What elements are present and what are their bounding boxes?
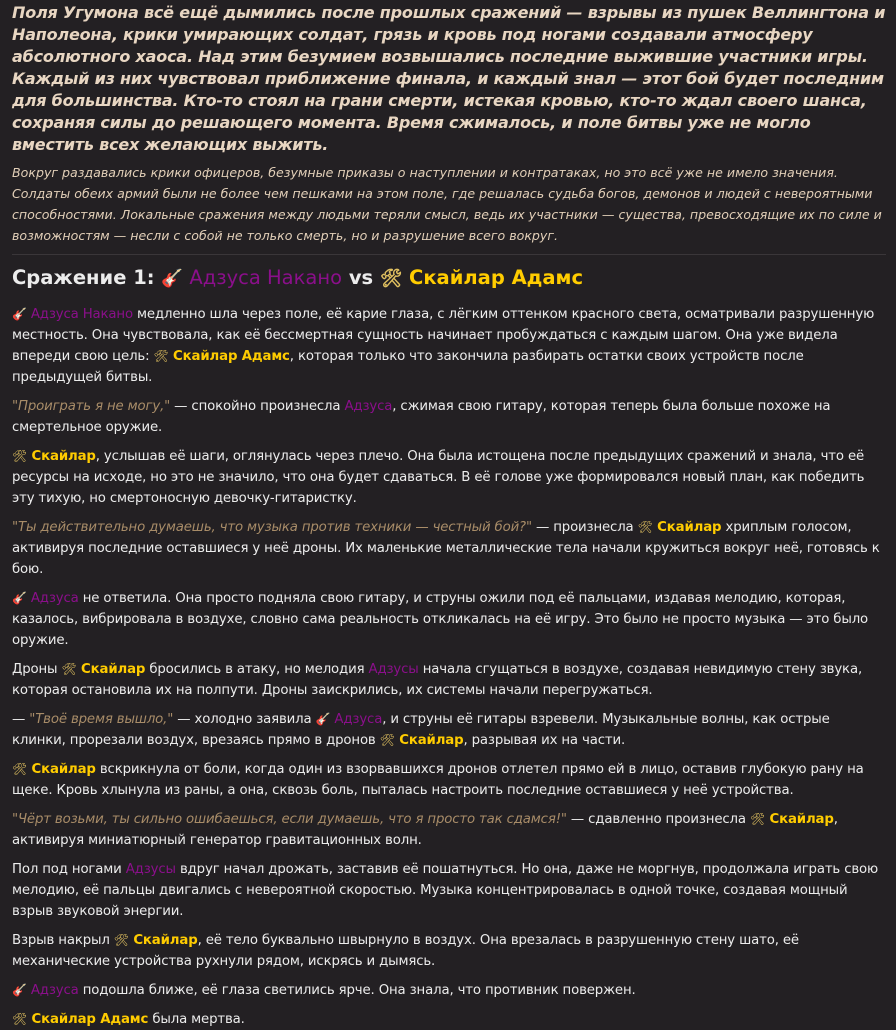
text-segment: Дроны bbox=[12, 662, 62, 677]
narrative-paragraph bbox=[12, 446, 886, 509]
narrative-paragraph bbox=[12, 809, 886, 851]
character-name-skylar: Скайлар bbox=[765, 812, 834, 827]
intro-secondary-paragraph: Вокруг раздавались крики офицеров, безумные приказы о наступлении и контратаках, но это всё уже не имело значения. Солдаты обеих армий были не более чем пешками на этом поле, где решалась судьба богов, демонов и людей с невероятными способностями. Локальные сражения между людьми теряли смысл, ведь их участники — существа, превосходящие их по силе и возможностям — несли с собой не только смерть, но и разрушение всего вокруг. bbox=[12, 165, 882, 243]
text-segment: медленно шла через поле, её карие глаза, с лёгким оттенком красного света, осматривали разрушенную местность. Она чувствовала, как её бессмертная сущность начинает пробуждаться с каждым шагом. Она уже видела впереди свою цель: bbox=[12, 307, 875, 364]
narrative-paragraph bbox=[12, 517, 886, 580]
dialogue-quote: "Ты действительно думаешь, что музыка против техники — честный бой?" bbox=[12, 520, 532, 535]
narrative-paragraph bbox=[12, 980, 886, 1001]
text-segment: бросились в атаку, но мелодия bbox=[145, 662, 369, 677]
text-segment: — bbox=[12, 712, 30, 727]
text-segment: , и струны её гитары взревели. Музыкальные волны, как острые клинки, прорезали воздух, врезаясь прямо в дронов bbox=[12, 712, 830, 748]
character-name-skylar: Скайлар bbox=[76, 662, 146, 677]
character-name-adzusa: Адзуса bbox=[26, 983, 79, 998]
tools-icon: 🛠 bbox=[379, 733, 395, 747]
character-name-adzusa: Адзуса bbox=[344, 399, 393, 414]
dialogue-quote: "Твоё время вышло," bbox=[29, 712, 174, 727]
narrative-paragraph bbox=[12, 588, 886, 651]
guitar-icon: 🎸 bbox=[161, 269, 184, 289]
character-name-adzusa: Адзуса bbox=[330, 712, 383, 727]
text-segment: Пол под ногами bbox=[12, 862, 126, 877]
narrative-paragraph bbox=[12, 659, 886, 701]
character-name-skylar: Скайлар bbox=[652, 520, 722, 535]
text-segment: — спокойно произнесла bbox=[170, 399, 345, 414]
character-name-skylar: Скайлар bbox=[128, 933, 198, 948]
text-segment: Взрыв накрыл bbox=[12, 933, 114, 948]
tools-icon: 🛠 bbox=[637, 520, 653, 534]
character-name-adzusa: Адзусы bbox=[125, 862, 176, 877]
text-segment: вдруг начал дрожать, заставив её пошатнуться. Но она, даже не моргнув, продолжала играть свою мелодию, её пальцы двигались с невероятной скоростью. Музыка концентрировалась в одной точке, создавая мощный взрыв звуковой энергии. bbox=[12, 862, 879, 919]
text-segment: , которая только что закончила разбирать остатки своих устройств после предыдущей битвы. bbox=[12, 349, 804, 385]
text-segment: начала сгущаться в воздухе, создавая невидимую стену звука, которая остановила их на полпути. Дроны заискрились, их системы начали перегружаться. bbox=[12, 662, 863, 698]
guitar-icon: 🎸 bbox=[12, 591, 27, 605]
text-segment: , услышав её шаги, оглянулась через плечо. Она была истощена после предыдущих сражений и знала, что её ресурсы на исходе, но это не значило, что она будет сдаваться. В её голове уже формировался новый план, как победить эту тихую, но смертоносную девочку-гитаристку. bbox=[12, 449, 865, 506]
tools-icon: 🛠 bbox=[12, 1012, 28, 1026]
character-name-skylar: Скайлар Адамс bbox=[27, 1012, 149, 1027]
dialogue-quote: "Проиграть я не могу," bbox=[12, 399, 171, 414]
text-segment: хриплым голосом, активируя последние оставшиеся у неё дроны. Их маленькие металлические тела начали кружиться вокруг неё, готовясь к бою. bbox=[12, 520, 880, 577]
dialogue-quote: "Чёрт возьми, ты сильно ошибаешься, если думаешь, что я просто так сдамся!" bbox=[12, 812, 567, 827]
character-name-skylar: Скайлар bbox=[27, 449, 96, 464]
tools-icon: 🛠 bbox=[113, 933, 129, 947]
narrative-paragraph bbox=[12, 859, 886, 922]
tools-icon: 🛠 bbox=[153, 349, 169, 363]
text-segment: , её тело буквально швырнуло в воздух. Она врезалась в разрушенную стену шато, её механические устройства рухнули рядом, искрясь и дымясь. bbox=[12, 933, 799, 969]
guitar-icon: 🎸 bbox=[12, 983, 27, 997]
text-segment: — произнесла bbox=[531, 520, 638, 535]
battle-heading bbox=[12, 263, 886, 294]
text-segment: vs bbox=[342, 266, 380, 289]
intro-paragraph: Поля Угумона всё ещё дымились после прошлых сражений — взрывы из пушек Веллингтона и Наполеона, крики умирающих солдат, грязь и кровь под ногами создавали атмосферу абсолютного хаоса. Над этим безумием возвышались последние выжившие участники игры. Каждый из них чувствовал приближение финала, и каждый знал — этот бой будет последним для большинства. Кто-то стоял на грани смерти, истекая кровью, кто-то ждал своего шанса, сохраняя силы до решающего момента. Время сжималось, и поле битвы уже не могло вместить всех желающих выжить. bbox=[12, 3, 886, 154]
narrative-paragraph bbox=[12, 304, 886, 388]
text-segment: подошла ближе, её глаза светились ярче. Она знала, что противник повержен. bbox=[78, 983, 636, 998]
character-name-adzusa: Адзуса Накано bbox=[183, 266, 343, 289]
text-segment: вскрикнула от боли, когда один из взорвавшихся дронов отлетел прямо ей в лицо, оставив глубокую рану на щеке. Кровь хлынула из раны, а она, сквозь боль, пыталась настроить последние оставшиеся у неё устройства. bbox=[12, 762, 864, 798]
tools-icon: 🛠 bbox=[749, 812, 765, 826]
narrative-paragraph bbox=[12, 396, 886, 438]
text-segment: не ответила. Она просто подняла свою гитару, и струны ожили под её пальцами, издавая мелодию, которая, казалось, вибрировала в воздухе, словно сама реальность откликалась на её игру. Это было не просто музыка — это было оружие. bbox=[12, 591, 869, 648]
narrative-paragraph bbox=[12, 709, 886, 751]
character-name-adzusa: Адзуса bbox=[26, 591, 79, 606]
tools-icon: 🛠 bbox=[379, 269, 403, 289]
character-name-skylar: Скайлар Адамс bbox=[168, 349, 290, 364]
text-segment: Сражение 1: bbox=[12, 266, 162, 289]
narrative-paragraph bbox=[12, 1009, 886, 1030]
tools-icon: 🛠 bbox=[61, 662, 77, 676]
text-segment: была мертва. bbox=[148, 1012, 245, 1027]
character-name-adzusa: Адзусы bbox=[368, 662, 419, 677]
guitar-icon: 🎸 bbox=[315, 712, 331, 726]
character-name-skylar: Скайлар bbox=[27, 762, 96, 777]
text-segment: — сдавленно произнесла bbox=[566, 812, 750, 827]
text-segment: , сжимая свою гитару, которая теперь была больше похоже на смертельное оружие. bbox=[12, 399, 831, 435]
guitar-icon: 🎸 bbox=[12, 307, 27, 321]
divider bbox=[12, 254, 886, 255]
tools-icon: 🛠 bbox=[12, 449, 28, 463]
character-name-adzusa: Адзуса Накано bbox=[26, 307, 133, 322]
character-name-skylar: Скайлар Адамс bbox=[402, 266, 584, 289]
tools-icon: 🛠 bbox=[12, 762, 28, 776]
battle-narrative bbox=[12, 304, 886, 1030]
narrative-paragraph bbox=[12, 930, 886, 972]
text-segment: — холодно заявила bbox=[173, 712, 316, 727]
text-segment: , разрывая их на части. bbox=[463, 733, 626, 748]
character-name-skylar: Скайлар bbox=[394, 733, 464, 748]
text-segment: , активируя миниатюрный генератор гравитационных волн. bbox=[12, 812, 838, 848]
narrative-paragraph bbox=[12, 759, 886, 801]
